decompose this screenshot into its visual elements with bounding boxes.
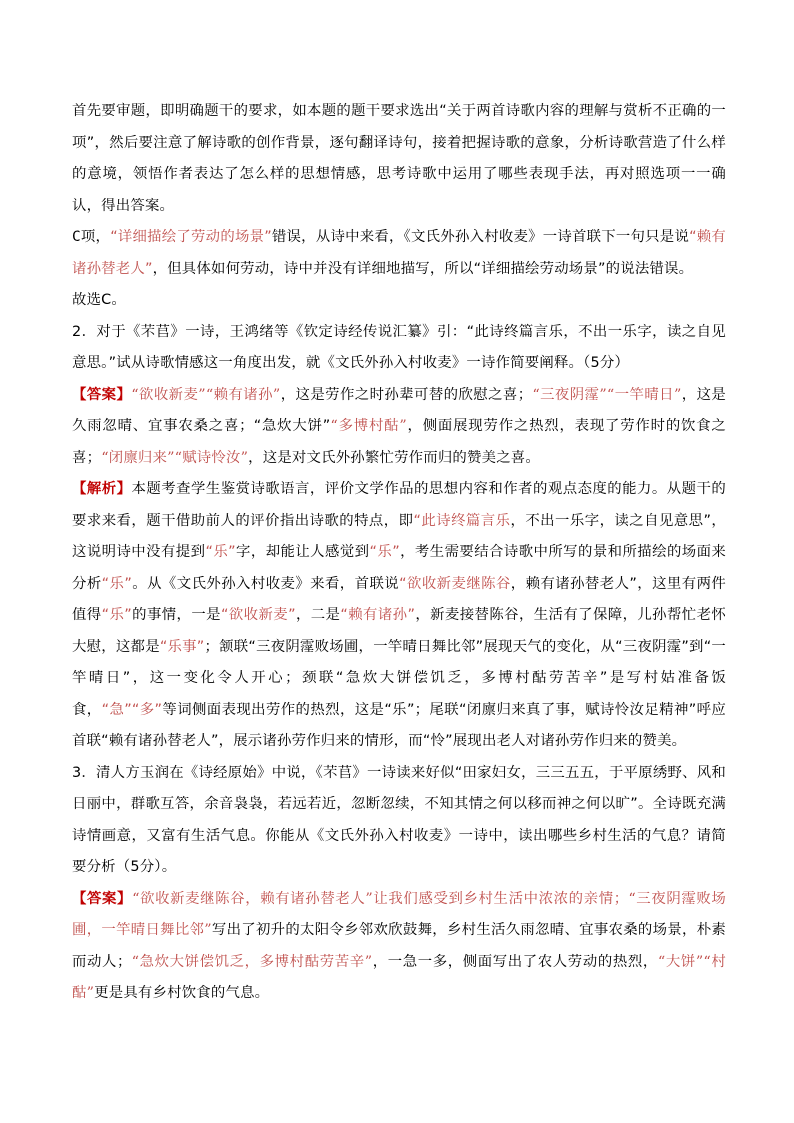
explanation-text: ，赖有诸孙替老人”，这里有两件值得	[72, 575, 726, 623]
explanation-quote: “乐”	[205, 544, 236, 560]
answer-tag: 【答案】	[72, 890, 133, 907]
answer-text: 让我们感受到乡村生活中浓浓的亲情；	[372, 890, 629, 907]
answer-quote: “闭廪归来”“赋诗怜汝”	[101, 449, 249, 466]
explanation-quote: “乐”	[369, 544, 400, 560]
explanation-quote: “急”“多”	[101, 701, 163, 718]
explanation-text: ，考生需要结合诗歌中所写的景和所描绘的场面来分析	[72, 544, 727, 592]
answer-quote: “三夜阴霪”“一竿晴日”	[532, 386, 682, 403]
answer-text: 写出了初升的太阳令乡邻欢欣鼓舞，乡村生活久雨忽晴、宜事农桑的场景，朴素而动人；	[72, 922, 726, 970]
option-c-text: 错误，从诗中来看，《文氏外孙入村收麦》一诗首联下一句只是说	[271, 229, 690, 245]
answer-text: ，一急一多，侧面写出了农人劳动的热烈，	[372, 953, 658, 970]
question-3-text: 3．清人方玉润在《诗经原始》中说，《芣苢》一诗读来好似“田家妇女，三三五五，于平原绣野、风和日丽中，群歌互答，余音袅袅，若远若近，忽断忽续，不知其情之何以移而神之何以旷”。全诗既充满诗情画意，又富有生活气息。你能从《文氏外孙入村收麦》一诗中，读出哪些乡村生活的气息？请简要分析（5分）。	[72, 764, 726, 875]
answer-quote: “多博村酤”	[330, 418, 407, 434]
answer-text: ，侧面展现劳作之热烈，表现了劳作时的饮食之喜；	[72, 418, 726, 466]
explanation-quote: “乐”	[101, 575, 133, 592]
conclusion-paragraph	[72, 285, 726, 317]
option-c-label: C项，	[72, 229, 111, 245]
explanation-quote: “乐”	[101, 607, 132, 623]
answer-text: ，这是劳作之时孙辈可替的欣慰之喜；	[280, 386, 533, 403]
explanation-text: 的事情，一是	[131, 607, 221, 623]
answer-3	[72, 884, 726, 1010]
analysis-paragraph	[72, 96, 726, 222]
explanation-text: 本题考查学生鉴赏诗歌语言，评价文学作品的思想内容和作者的观点态度的能力。从题干的要求来看，题干借助前人的评价指出诗歌的特点，即	[72, 481, 726, 529]
analysis-text: 首先要审题，即明确题干的要求，如本题的题干要求选出“关于两首诗歌内容的理解与赏析不正确的一项”，然后要注意了解诗歌的创作背景，逐句翻译诗句，接着把握诗歌的意象，分析诗歌营造了什么样的意境，领悟作者表达了怎么样的思想情感，思考诗歌中运用了哪些表现手法，再对照选项一一确认，得出答案。	[72, 103, 726, 214]
explanation-text: ，新麦接替陈谷，生活有了保障，儿孙帮忙老怀大慰，这都是	[72, 607, 726, 655]
document-content	[72, 96, 726, 1010]
answer-quote: “欲收新麦”“赖有诸孙”	[131, 386, 281, 403]
explanation-text: ，二是	[295, 607, 341, 623]
quoted-phrase: “详细描绘了劳动的场景”	[110, 229, 272, 245]
option-c-text: ，但具体如何劳动，诗中并没有详细地描写，所以“详细描绘劳动场景”的说法错误。	[152, 260, 694, 277]
answer-text: 更是具有乡村饮食的气息。	[94, 985, 270, 1001]
question-3	[72, 758, 726, 884]
explanation-text: 等词侧面表现出劳作的热烈，这是“乐”；尾联“闭廪归来真了事，赋诗怜汝足精神”呼应首联“赖有诸孙替老人”，展示诸孙劳作归来的情形，而“怜”展现出老人对诸孙劳作归来的赞美。	[72, 701, 726, 749]
explanation-text: 字，却能让人感觉到	[235, 544, 370, 560]
question-2	[72, 317, 726, 380]
answer-quote: “三夜阴霪败场圃，一竿晴日舞比邻”	[72, 890, 726, 938]
answer-2	[72, 380, 726, 475]
explanation-tag: 【解析】	[72, 481, 132, 497]
explanation-2	[72, 474, 726, 758]
answer-text: ，这是久雨忽晴、宜事农桑之喜；“急炊大饼”	[72, 386, 726, 434]
explanation-quote: “赖有诸孙”	[340, 607, 416, 623]
explanation-text: 。从《文氏外孙入村收麦》来看，首联说	[132, 575, 400, 592]
explanation-text: ，不出一乐字，读之自见意思”，这说明诗中没有提到	[72, 512, 726, 560]
answer-quote: “欲收新麦继陈谷，赖有诸孙替老人”	[132, 890, 373, 907]
quoted-phrase: “赖有诸孙替老人”	[72, 229, 727, 277]
answer-quote: “大饼”“村酤”	[72, 953, 726, 1001]
answer-tag: 【答案】	[72, 386, 132, 403]
answer-text: ，这是对文氏外孙繁忙劳作而归的赞美之喜。	[248, 449, 540, 466]
conclusion-text: 故选C。	[72, 292, 127, 308]
answer-quote: “急炊大饼偿饥乏，多博村酤劳苦辛”	[131, 953, 373, 970]
explanation-quote: “欲收新麦继陈谷	[399, 575, 511, 592]
explanation-quote: “此诗终篇言乐	[413, 512, 511, 529]
option-c-paragraph	[72, 222, 726, 285]
question-2-text: 2．对于《芣苢》一诗，王鸿绪等《钦定诗经传说汇纂》引：“此诗终篇言乐，不出一乐字，读之自见意思。”试从诗歌情感这一角度出发，就《文氏外孙入村收麦》一诗作简要阐释。（5分）	[72, 323, 726, 371]
explanation-quote: “欲收新麦”	[220, 607, 296, 623]
explanation-quote: “乐事”	[159, 638, 205, 655]
explanation-text: ；颔联“三夜阴霪败场圃，一竿晴日舞比邻”展现天气的变化，从“三夜阴霪”到“一竿晴日”，这一变化令人开心；颈联“急炊大饼偿饥乏，多博村酤劳苦辛”是写村姑准备饭食，	[72, 638, 726, 718]
